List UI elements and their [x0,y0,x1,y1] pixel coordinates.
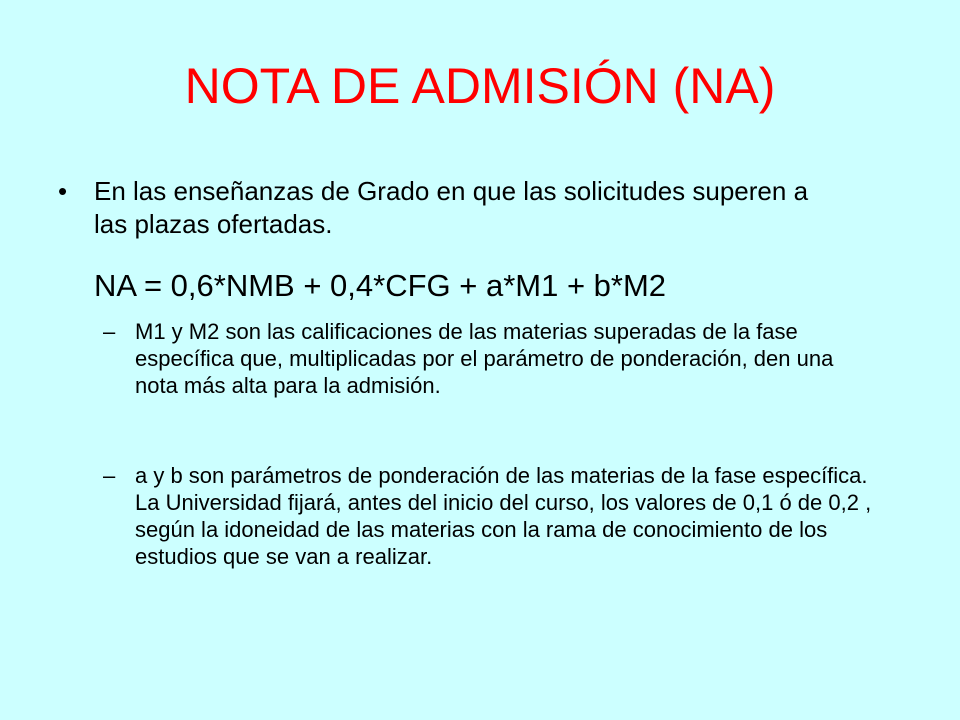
slide-title: NOTA DE ADMISIÓN (NA) [184,58,776,114]
formula: NA = 0,6*NMB + 0,4*CFG + a*M1 + b*M2 [94,268,667,303]
bullet-marker: • [58,176,68,206]
sub-bullet-marker: – [103,463,116,488]
sub-bullet-marker: – [103,319,116,344]
bullet-item [58,175,918,241]
sub-bullet-item [103,462,880,570]
bullet-text: En las enseñanzas de Grado en que las solicitudes superen a las plazas ofertadas. [94,176,809,239]
sub-bullet-item [103,318,880,399]
sub-bullet-text: a y b son parámetros de ponderación de las materias de la fase específica. La Universidad fijará, antes del inicio del curso, los valores de 0,1 ó de 0,2 , según la idoneidad de las materias con la rama de conocimiento de los estudios que se van a realizar. [135,463,872,569]
sub-bullet-text: M1 y M2 son las calificaciones de las materias superadas de la fase específica que, multiplicadas por el parámetro de ponderación, den una nota más alta para la admisión. [135,319,834,398]
